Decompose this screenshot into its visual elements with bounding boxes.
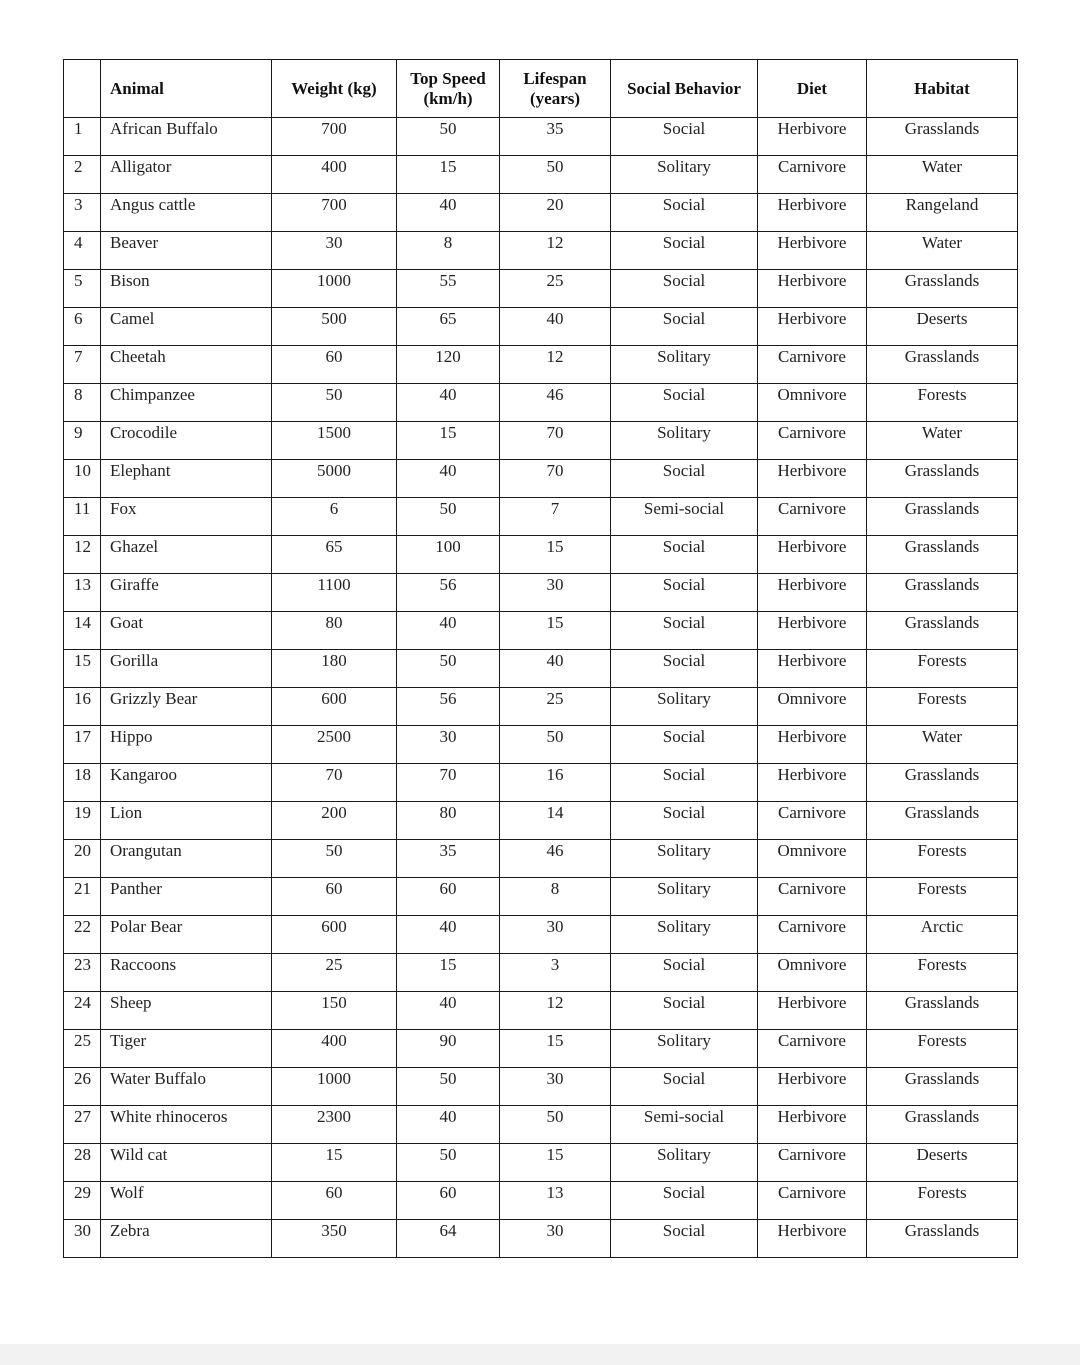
cell-row-number: 10 xyxy=(64,460,101,498)
cell-diet: Carnivore xyxy=(758,1144,867,1182)
cell-habitat: Forests xyxy=(867,1030,1018,1068)
cell-lifespan: 30 xyxy=(500,1220,611,1258)
table-row xyxy=(64,992,1018,1030)
cell-lifespan: 13 xyxy=(500,1182,611,1220)
cell-diet: Carnivore xyxy=(758,498,867,536)
cell-row-number: 29 xyxy=(64,1182,101,1220)
cell-diet: Carnivore xyxy=(758,916,867,954)
cell-top-speed: 40 xyxy=(397,612,500,650)
cell-animal: Camel xyxy=(101,308,272,346)
cell-habitat: Grasslands xyxy=(867,574,1018,612)
cell-lifespan: 46 xyxy=(500,840,611,878)
cell-lifespan: 20 xyxy=(500,194,611,232)
cell-animal: Ghazel xyxy=(101,536,272,574)
cell-top-speed: 60 xyxy=(397,1182,500,1220)
table-row xyxy=(64,422,1018,460)
cell-social-behavior: Solitary xyxy=(611,156,758,194)
cell-lifespan: 15 xyxy=(500,536,611,574)
cell-top-speed: 50 xyxy=(397,1144,500,1182)
cell-lifespan: 3 xyxy=(500,954,611,992)
cell-lifespan: 35 xyxy=(500,118,611,156)
cell-habitat: Grasslands xyxy=(867,118,1018,156)
table-row xyxy=(64,726,1018,764)
cell-row-number: 12 xyxy=(64,536,101,574)
cell-top-speed: 56 xyxy=(397,688,500,726)
cell-habitat: Forests xyxy=(867,650,1018,688)
table-row xyxy=(64,840,1018,878)
cell-diet: Herbivore xyxy=(758,194,867,232)
cell-weight: 400 xyxy=(272,156,397,194)
cell-habitat: Arctic xyxy=(867,916,1018,954)
cell-lifespan: 15 xyxy=(500,612,611,650)
cell-weight: 1000 xyxy=(272,270,397,308)
header-top-speed-line1: Top Speed xyxy=(410,68,486,88)
cell-habitat: Deserts xyxy=(867,308,1018,346)
cell-habitat: Grasslands xyxy=(867,460,1018,498)
cell-diet: Herbivore xyxy=(758,118,867,156)
cell-top-speed: 120 xyxy=(397,346,500,384)
cell-social-behavior: Social xyxy=(611,232,758,270)
cell-row-number: 21 xyxy=(64,878,101,916)
cell-row-number: 19 xyxy=(64,802,101,840)
cell-diet: Omnivore xyxy=(758,954,867,992)
cell-top-speed: 40 xyxy=(397,1106,500,1144)
cell-diet: Herbivore xyxy=(758,460,867,498)
cell-animal: White rhinoceros xyxy=(101,1106,272,1144)
cell-animal: Wolf xyxy=(101,1182,272,1220)
table-row xyxy=(64,384,1018,422)
cell-top-speed: 15 xyxy=(397,422,500,460)
cell-weight: 6 xyxy=(272,498,397,536)
cell-lifespan: 70 xyxy=(500,460,611,498)
cell-diet: Herbivore xyxy=(758,992,867,1030)
cell-lifespan: 40 xyxy=(500,650,611,688)
cell-habitat: Grasslands xyxy=(867,536,1018,574)
cell-lifespan: 12 xyxy=(500,992,611,1030)
cell-lifespan: 15 xyxy=(500,1144,611,1182)
cell-animal: Polar Bear xyxy=(101,916,272,954)
cell-row-number: 24 xyxy=(64,992,101,1030)
cell-social-behavior: Social xyxy=(611,1220,758,1258)
cell-habitat: Forests xyxy=(867,384,1018,422)
cell-row-number: 27 xyxy=(64,1106,101,1144)
table-row xyxy=(64,612,1018,650)
cell-habitat: Forests xyxy=(867,688,1018,726)
cell-social-behavior: Solitary xyxy=(611,840,758,878)
cell-animal: Goat xyxy=(101,612,272,650)
cell-top-speed: 64 xyxy=(397,1220,500,1258)
cell-social-behavior: Social xyxy=(611,118,758,156)
cell-row-number: 14 xyxy=(64,612,101,650)
cell-weight: 60 xyxy=(272,878,397,916)
header-social-behavior: Social Behavior xyxy=(611,60,758,118)
cell-animal: Kangaroo xyxy=(101,764,272,802)
table-row xyxy=(64,802,1018,840)
cell-weight: 700 xyxy=(272,118,397,156)
cell-weight: 25 xyxy=(272,954,397,992)
cell-habitat: Grasslands xyxy=(867,270,1018,308)
cell-social-behavior: Social xyxy=(611,650,758,688)
cell-weight: 1000 xyxy=(272,1068,397,1106)
cell-social-behavior: Solitary xyxy=(611,916,758,954)
cell-lifespan: 14 xyxy=(500,802,611,840)
cell-lifespan: 30 xyxy=(500,916,611,954)
cell-diet: Carnivore xyxy=(758,802,867,840)
table-row xyxy=(64,764,1018,802)
cell-animal: Raccoons xyxy=(101,954,272,992)
cell-animal: Water Buffalo xyxy=(101,1068,272,1106)
cell-row-number: 15 xyxy=(64,650,101,688)
header-habitat: Habitat xyxy=(867,60,1018,118)
table-row xyxy=(64,688,1018,726)
cell-weight: 700 xyxy=(272,194,397,232)
cell-habitat: Grasslands xyxy=(867,802,1018,840)
cell-social-behavior: Social xyxy=(611,1068,758,1106)
header-top-speed xyxy=(397,60,500,118)
cell-habitat: Forests xyxy=(867,840,1018,878)
cell-top-speed: 8 xyxy=(397,232,500,270)
cell-weight: 600 xyxy=(272,688,397,726)
cell-animal: African Buffalo xyxy=(101,118,272,156)
cell-diet: Omnivore xyxy=(758,840,867,878)
cell-animal: Elephant xyxy=(101,460,272,498)
cell-animal: Beaver xyxy=(101,232,272,270)
cell-diet: Herbivore xyxy=(758,612,867,650)
cell-social-behavior: Solitary xyxy=(611,1144,758,1182)
cell-lifespan: 16 xyxy=(500,764,611,802)
cell-social-behavior: Solitary xyxy=(611,422,758,460)
cell-weight: 80 xyxy=(272,612,397,650)
cell-top-speed: 40 xyxy=(397,194,500,232)
table-row xyxy=(64,954,1018,992)
cell-weight: 50 xyxy=(272,384,397,422)
cell-lifespan: 46 xyxy=(500,384,611,422)
table-body xyxy=(64,118,1018,1258)
cell-diet: Herbivore xyxy=(758,1106,867,1144)
cell-diet: Herbivore xyxy=(758,232,867,270)
cell-top-speed: 15 xyxy=(397,156,500,194)
cell-lifespan: 30 xyxy=(500,1068,611,1106)
cell-diet: Herbivore xyxy=(758,270,867,308)
table-row xyxy=(64,270,1018,308)
cell-row-number: 2 xyxy=(64,156,101,194)
header-lifespan xyxy=(500,60,611,118)
cell-row-number: 1 xyxy=(64,118,101,156)
header-weight: Weight (kg) xyxy=(272,60,397,118)
cell-diet: Omnivore xyxy=(758,384,867,422)
table-row xyxy=(64,194,1018,232)
cell-lifespan: 7 xyxy=(500,498,611,536)
cell-social-behavior: Semi-social xyxy=(611,498,758,536)
cell-lifespan: 70 xyxy=(500,422,611,460)
cell-diet: Herbivore xyxy=(758,308,867,346)
cell-social-behavior: Social xyxy=(611,954,758,992)
cell-weight: 5000 xyxy=(272,460,397,498)
cell-top-speed: 65 xyxy=(397,308,500,346)
header-lifespan-line1: Lifespan xyxy=(523,68,587,88)
cell-animal: Alligator xyxy=(101,156,272,194)
cell-row-number: 28 xyxy=(64,1144,101,1182)
cell-social-behavior: Solitary xyxy=(611,688,758,726)
table-row xyxy=(64,118,1018,156)
cell-row-number: 23 xyxy=(64,954,101,992)
cell-habitat: Grasslands xyxy=(867,1068,1018,1106)
cell-animal: Crocodile xyxy=(101,422,272,460)
cell-diet: Carnivore xyxy=(758,422,867,460)
cell-animal: Panther xyxy=(101,878,272,916)
cell-diet: Herbivore xyxy=(758,536,867,574)
cell-social-behavior: Social xyxy=(611,384,758,422)
cell-top-speed: 50 xyxy=(397,118,500,156)
cell-lifespan: 8 xyxy=(500,878,611,916)
cell-social-behavior: Solitary xyxy=(611,346,758,384)
table-row xyxy=(64,1182,1018,1220)
cell-weight: 350 xyxy=(272,1220,397,1258)
cell-row-number: 13 xyxy=(64,574,101,612)
cell-habitat: Forests xyxy=(867,1182,1018,1220)
cell-row-number: 3 xyxy=(64,194,101,232)
cell-top-speed: 90 xyxy=(397,1030,500,1068)
cell-weight: 180 xyxy=(272,650,397,688)
cell-social-behavior: Social xyxy=(611,270,758,308)
cell-row-number: 17 xyxy=(64,726,101,764)
cell-diet: Herbivore xyxy=(758,1068,867,1106)
cell-lifespan: 50 xyxy=(500,726,611,764)
cell-lifespan: 12 xyxy=(500,232,611,270)
cell-row-number: 18 xyxy=(64,764,101,802)
cell-diet: Carnivore xyxy=(758,346,867,384)
cell-top-speed: 50 xyxy=(397,650,500,688)
cell-weight: 1500 xyxy=(272,422,397,460)
cell-social-behavior: Social xyxy=(611,308,758,346)
cell-habitat: Water xyxy=(867,156,1018,194)
cell-top-speed: 50 xyxy=(397,498,500,536)
cell-diet: Herbivore xyxy=(758,574,867,612)
animal-table xyxy=(63,59,1018,1258)
cell-top-speed: 40 xyxy=(397,992,500,1030)
cell-row-number: 5 xyxy=(64,270,101,308)
cell-social-behavior: Social xyxy=(611,536,758,574)
header-no xyxy=(64,60,101,118)
cell-lifespan: 50 xyxy=(500,1106,611,1144)
cell-row-number: 16 xyxy=(64,688,101,726)
cell-diet: Herbivore xyxy=(758,726,867,764)
cell-weight: 50 xyxy=(272,840,397,878)
table-row xyxy=(64,1220,1018,1258)
cell-row-number: 25 xyxy=(64,1030,101,1068)
cell-top-speed: 56 xyxy=(397,574,500,612)
cell-weight: 200 xyxy=(272,802,397,840)
cell-habitat: Deserts xyxy=(867,1144,1018,1182)
cell-weight: 500 xyxy=(272,308,397,346)
cell-row-number: 11 xyxy=(64,498,101,536)
table-row xyxy=(64,574,1018,612)
cell-animal: Giraffe xyxy=(101,574,272,612)
table-row xyxy=(64,498,1018,536)
cell-animal: Zebra xyxy=(101,1220,272,1258)
cell-animal: Grizzly Bear xyxy=(101,688,272,726)
cell-social-behavior: Social xyxy=(611,802,758,840)
cell-weight: 2300 xyxy=(272,1106,397,1144)
header-animal: Animal xyxy=(101,60,272,118)
cell-social-behavior: Social xyxy=(611,194,758,232)
cell-social-behavior: Solitary xyxy=(611,1030,758,1068)
cell-habitat: Water xyxy=(867,726,1018,764)
cell-weight: 65 xyxy=(272,536,397,574)
cell-habitat: Rangeland xyxy=(867,194,1018,232)
cell-social-behavior: Social xyxy=(611,612,758,650)
cell-social-behavior: Solitary xyxy=(611,878,758,916)
cell-lifespan: 50 xyxy=(500,156,611,194)
cell-weight: 150 xyxy=(272,992,397,1030)
cell-lifespan: 40 xyxy=(500,308,611,346)
cell-row-number: 26 xyxy=(64,1068,101,1106)
cell-social-behavior: Social xyxy=(611,726,758,764)
cell-habitat: Grasslands xyxy=(867,346,1018,384)
cell-top-speed: 60 xyxy=(397,878,500,916)
table-row xyxy=(64,1106,1018,1144)
cell-social-behavior: Social xyxy=(611,460,758,498)
cell-animal: Sheep xyxy=(101,992,272,1030)
page-bottom-strip xyxy=(0,1344,1080,1365)
cell-row-number: 9 xyxy=(64,422,101,460)
table-row xyxy=(64,1068,1018,1106)
cell-weight: 60 xyxy=(272,1182,397,1220)
cell-animal: Chimpanzee xyxy=(101,384,272,422)
cell-row-number: 30 xyxy=(64,1220,101,1258)
cell-top-speed: 70 xyxy=(397,764,500,802)
cell-diet: Carnivore xyxy=(758,1182,867,1220)
cell-lifespan: 25 xyxy=(500,270,611,308)
cell-row-number: 22 xyxy=(64,916,101,954)
cell-animal: Gorilla xyxy=(101,650,272,688)
cell-habitat: Grasslands xyxy=(867,1220,1018,1258)
table-row xyxy=(64,1144,1018,1182)
cell-row-number: 4 xyxy=(64,232,101,270)
cell-top-speed: 35 xyxy=(397,840,500,878)
cell-animal: Angus cattle xyxy=(101,194,272,232)
table-row xyxy=(64,650,1018,688)
cell-weight: 600 xyxy=(272,916,397,954)
cell-weight: 30 xyxy=(272,232,397,270)
cell-habitat: Forests xyxy=(867,954,1018,992)
cell-habitat: Water xyxy=(867,422,1018,460)
cell-animal: Bison xyxy=(101,270,272,308)
table-row xyxy=(64,346,1018,384)
cell-habitat: Grasslands xyxy=(867,992,1018,1030)
cell-weight: 15 xyxy=(272,1144,397,1182)
cell-weight: 1100 xyxy=(272,574,397,612)
header-top-speed-line2: (km/h) xyxy=(423,88,473,108)
cell-habitat: Water xyxy=(867,232,1018,270)
cell-diet: Carnivore xyxy=(758,156,867,194)
cell-social-behavior: Social xyxy=(611,574,758,612)
cell-diet: Herbivore xyxy=(758,650,867,688)
table-row xyxy=(64,460,1018,498)
cell-top-speed: 40 xyxy=(397,460,500,498)
table-header xyxy=(64,60,1018,118)
cell-weight: 400 xyxy=(272,1030,397,1068)
cell-animal: Orangutan xyxy=(101,840,272,878)
cell-animal: Tiger xyxy=(101,1030,272,1068)
cell-habitat: Forests xyxy=(867,878,1018,916)
cell-habitat: Grasslands xyxy=(867,1106,1018,1144)
header-diet: Diet xyxy=(758,60,867,118)
cell-habitat: Grasslands xyxy=(867,498,1018,536)
cell-social-behavior: Social xyxy=(611,1182,758,1220)
cell-top-speed: 100 xyxy=(397,536,500,574)
header-lifespan-line2: (years) xyxy=(529,88,581,108)
cell-animal: Fox xyxy=(101,498,272,536)
cell-lifespan: 25 xyxy=(500,688,611,726)
cell-top-speed: 30 xyxy=(397,726,500,764)
cell-diet: Herbivore xyxy=(758,1220,867,1258)
cell-diet: Herbivore xyxy=(758,764,867,802)
cell-habitat: Grasslands xyxy=(867,764,1018,802)
cell-social-behavior: Semi-social xyxy=(611,1106,758,1144)
cell-top-speed: 80 xyxy=(397,802,500,840)
cell-top-speed: 40 xyxy=(397,384,500,422)
table-row xyxy=(64,156,1018,194)
cell-row-number: 20 xyxy=(64,840,101,878)
table-row xyxy=(64,916,1018,954)
cell-habitat: Grasslands xyxy=(867,612,1018,650)
cell-row-number: 6 xyxy=(64,308,101,346)
cell-diet: Carnivore xyxy=(758,1030,867,1068)
cell-row-number: 7 xyxy=(64,346,101,384)
table-row xyxy=(64,878,1018,916)
table-row xyxy=(64,1030,1018,1068)
table-row xyxy=(64,308,1018,346)
cell-top-speed: 15 xyxy=(397,954,500,992)
cell-social-behavior: Social xyxy=(611,992,758,1030)
cell-lifespan: 15 xyxy=(500,1030,611,1068)
cell-animal: Wild cat xyxy=(101,1144,272,1182)
cell-top-speed: 40 xyxy=(397,916,500,954)
cell-top-speed: 55 xyxy=(397,270,500,308)
cell-animal: Lion xyxy=(101,802,272,840)
header-row xyxy=(64,60,1018,118)
cell-animal: Cheetah xyxy=(101,346,272,384)
table-row xyxy=(64,232,1018,270)
cell-weight: 60 xyxy=(272,346,397,384)
cell-row-number: 8 xyxy=(64,384,101,422)
cell-social-behavior: Social xyxy=(611,764,758,802)
cell-lifespan: 30 xyxy=(500,574,611,612)
cell-top-speed: 50 xyxy=(397,1068,500,1106)
cell-weight: 70 xyxy=(272,764,397,802)
cell-animal: Hippo xyxy=(101,726,272,764)
cell-lifespan: 12 xyxy=(500,346,611,384)
cell-diet: Carnivore xyxy=(758,878,867,916)
cell-diet: Omnivore xyxy=(758,688,867,726)
table-row xyxy=(64,536,1018,574)
cell-weight: 2500 xyxy=(272,726,397,764)
